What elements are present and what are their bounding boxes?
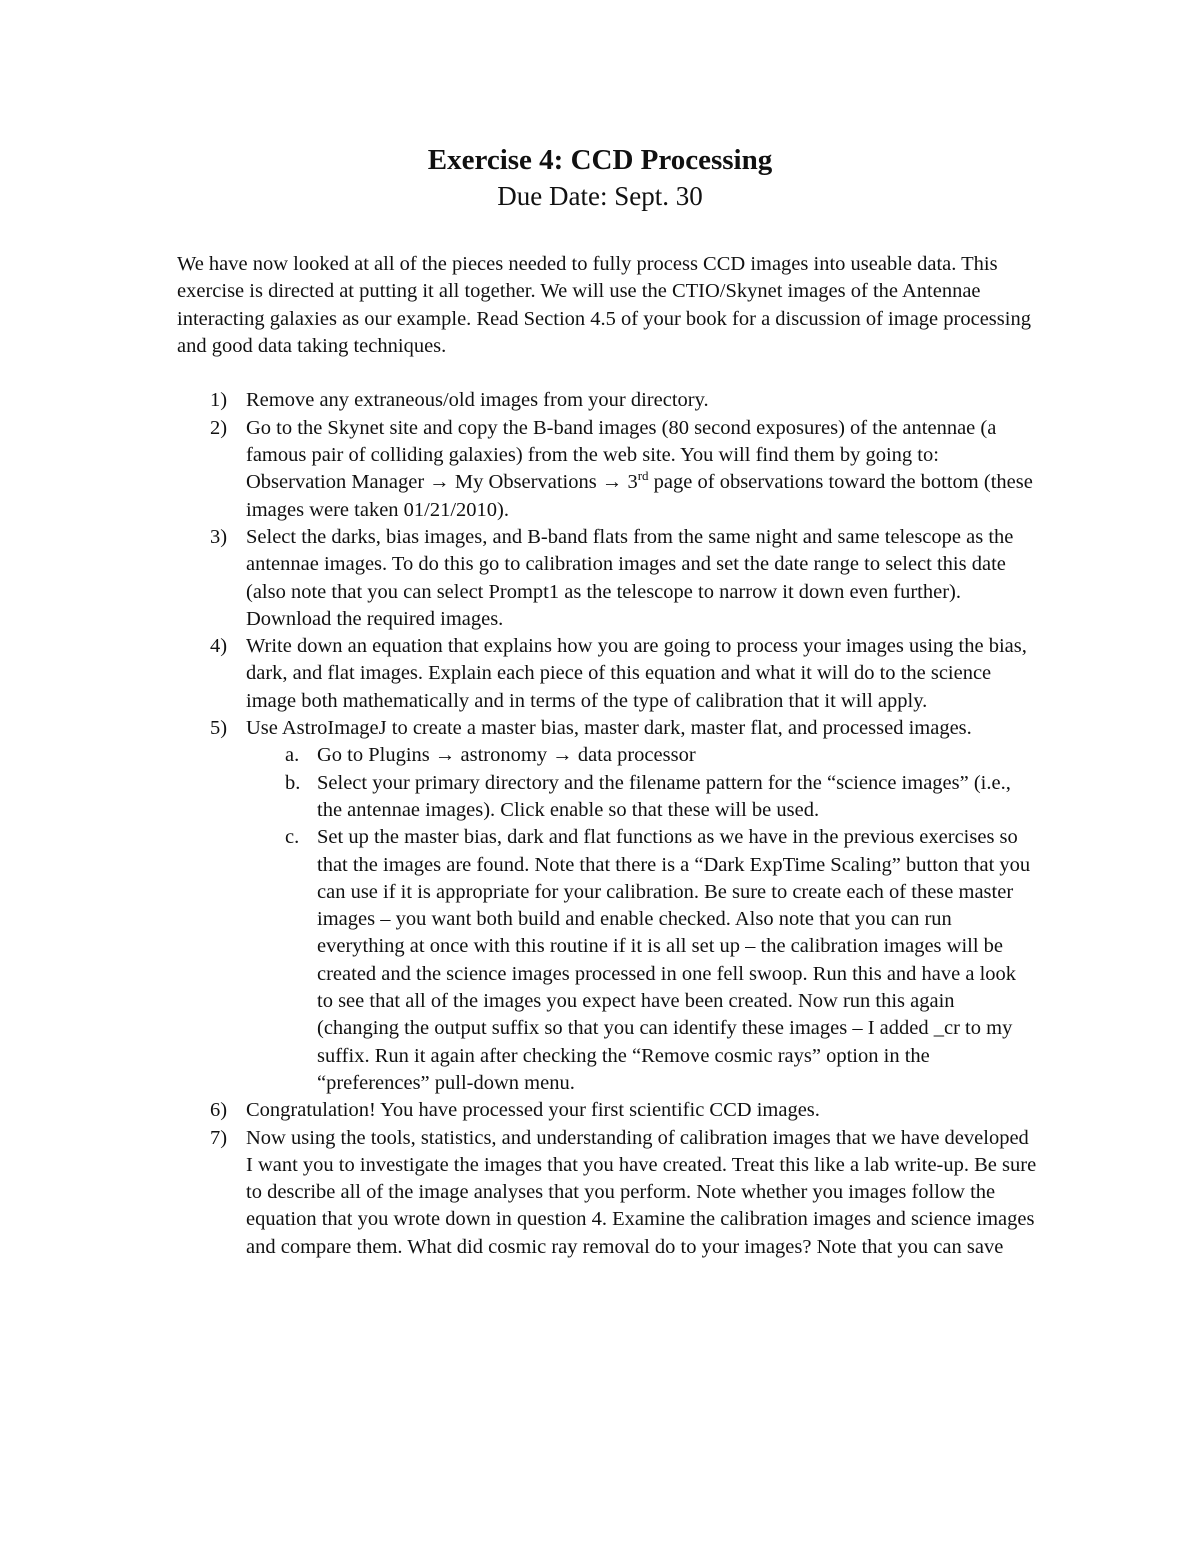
substep-letter: a.: [285, 744, 300, 767]
step-text: Use AstroImageJ to create a master bias, master dark, master flat, and processed images.: [246, 717, 972, 740]
step-superscript: rd: [637, 468, 649, 484]
step-number: 1): [210, 389, 228, 412]
step-item: [177, 1097, 1037, 1124]
step-text: Select the darks, bias images, and B-band flats from the same night and same telescope as the antennae images. To do this go to calibration images and set the date range to select this date (also note that you can select Prompt1 as the telescope to narrow it down even further). Download the required images.: [246, 525, 1014, 630]
step-text: Now using the tools, statistics, and understanding of calibration images that we have developed I want you to investigate the images that you have created. Treat this like a lab write-up. Be sure to describe all of the image analyses that you perform. Note whether you images follow the equation that you wrote down in question 4. Examine the calibration images and science images and compare them. What did cosmic ray removal do to your images? Note that you can save: [246, 1126, 1037, 1258]
step-text: Congratulation! You have processed your first scientific CCD images.: [246, 1099, 820, 1122]
document-body: [177, 251, 1037, 1261]
step-item: [177, 415, 1037, 524]
step-item: [177, 715, 1037, 1097]
step-number: 2): [210, 416, 228, 439]
step-text: Remove any extraneous/old images from your directory.: [246, 389, 709, 412]
substep-text: Select your primary directory and the filename pattern for the “science images” (i.e., the antennae images). Click enable so that these will be used.: [317, 771, 1011, 821]
step-text: Go to the Skynet site and copy the B-band images (80 second exposures) of the antennae (a famous pair of colliding galaxies) from the web site. You will find them by going to: Observation Manager → My Observations → 3: [246, 416, 997, 494]
page-title: Exercise 4: CCD Processing: [427, 144, 773, 176]
step-number: 7): [210, 1126, 228, 1149]
substeps-list: [246, 742, 1037, 1097]
substep-text: Set up the master bias, dark and flat functions as we have in the previous exercises so that the images are found. Note that there is a “Dark ExpTime Scaling” button that you can use if it is appropriate for your calibration. Be sure to create each of these master images – you want both build and enable checked. Also note that you can run everything at once with this routine if it is all set up – the calibration images will be created and the science images processed in one fell swoop. Run this and have a look to see that all of the images you expect have been created. Now run this again (changing the output suffix so that you can identify these images – I added _cr to my suffix. Run it again after checking the “Remove cosmic rays” option in the “preferences” pull-down menu.: [317, 826, 1031, 1094]
substep-letter: c.: [285, 826, 300, 849]
substep-item: [246, 770, 1037, 825]
steps-list: [177, 387, 1037, 1261]
step-number: 3): [210, 525, 228, 548]
intro-paragraph: We have now looked at all of the pieces needed to fully process CCD images into useable data. This exercise is directed at putting it all together. We will use the CTIO/Skynet images of the Antennae interacting galaxies as our example. Read Section 4.5 of your book for a discussion of image processing and good data taking techniques.: [177, 253, 1031, 357]
step-text: Write down an equation that explains how you are going to process your images using the bias, dark, and flat images. Explain each piece of this equation and what it will do to the science image both mathematically and in terms of the type of calibration that it will apply.: [246, 635, 1027, 712]
step-item: [177, 387, 1037, 414]
step-item: [177, 524, 1037, 633]
step-number: 5): [210, 717, 228, 740]
due-date: Due Date: Sept. 30: [497, 181, 703, 211]
step-number: 6): [210, 1099, 228, 1122]
step-number: 4): [210, 635, 228, 658]
step-text-continued: page of observations toward the bottom (these images were taken 01/21/2010).: [246, 471, 1033, 521]
substep-item: [246, 742, 1037, 769]
substep-text: Go to Plugins → astronomy → data processor: [317, 744, 696, 767]
substep-letter: b.: [285, 771, 301, 794]
step-item: [177, 1125, 1037, 1261]
substep-item: [246, 824, 1037, 1097]
step-item: [177, 633, 1037, 715]
